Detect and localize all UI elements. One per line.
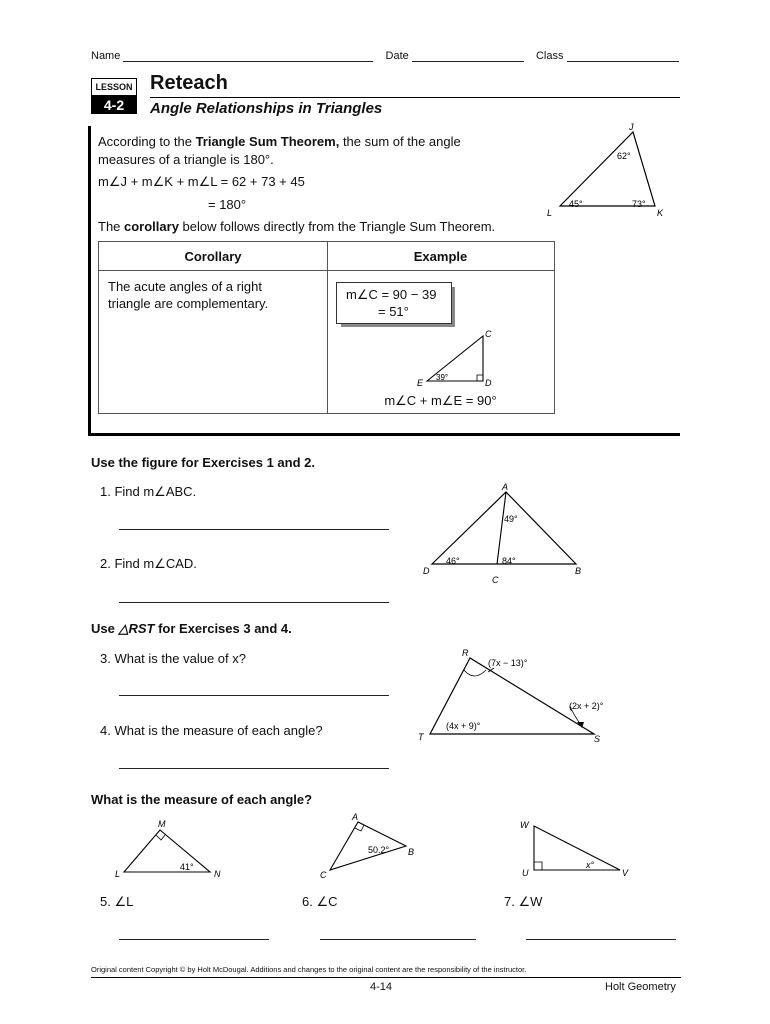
angle-k-label: 73°	[632, 199, 646, 209]
date-label: Date	[385, 50, 409, 62]
angle-84-label: 84°	[502, 556, 516, 566]
header-fields	[91, 50, 679, 62]
vertex-k: K	[657, 208, 664, 218]
section-3-heading: What is the measure of each angle?	[91, 792, 313, 807]
triangle-abc-figure	[316, 808, 426, 884]
callout-line-2: = 51°	[378, 304, 409, 319]
vertex-l: L	[115, 869, 121, 879]
vertex-m: M	[158, 819, 166, 829]
name-field[interactable]	[123, 50, 373, 62]
question-7: 7. ∠W	[504, 894, 543, 909]
sum-equation: m∠C + m∠E = 90°	[384, 393, 497, 408]
vertex-b: B	[575, 566, 582, 576]
intro-line-2: measures of a triangle is 180°.	[98, 152, 274, 167]
triangle-lmn	[124, 830, 210, 872]
angle-46-label: 46°	[446, 556, 460, 566]
triangle-abd-figure	[418, 478, 598, 588]
corollary-table	[98, 241, 555, 414]
vertex-c: C	[492, 575, 499, 585]
table-header-example: Example	[413, 249, 468, 264]
answer-line-3[interactable]	[119, 694, 389, 696]
callout-line-1: m∠C = 90 − 39	[346, 287, 437, 302]
angle-e-label: 39°	[436, 373, 449, 382]
vertex-s: S	[594, 734, 601, 744]
intro-equation-2: = 180°	[208, 197, 247, 212]
vertex-b: B	[408, 847, 415, 857]
copyright-notice: Original content Copyright © by Holt McDougal. Additions and changes to the original content are the responsibility of the instructor.	[91, 965, 527, 974]
right-angle-mark	[534, 862, 542, 870]
table-header-corollary: Corollary	[184, 249, 242, 264]
section-1-heading: Use the figure for Exercises 1 and 2.	[91, 455, 315, 470]
triangle-abd	[432, 492, 576, 564]
triangle-jkl-figure	[540, 118, 680, 224]
class-label: Class	[535, 50, 564, 62]
question-6: 6. ∠C	[302, 894, 338, 909]
vertex-t: T	[418, 732, 424, 742]
question-4: 4. What is the measure of each angle?	[100, 723, 323, 738]
angle-t-expr: (4x + 9)°	[446, 721, 481, 731]
footer-divider	[91, 977, 681, 978]
right-angle-mark	[477, 375, 483, 381]
book-title: Holt Geometry	[605, 981, 676, 993]
vertex-j: J	[629, 122, 634, 132]
class-field[interactable]	[567, 50, 679, 62]
lesson-badge	[91, 78, 137, 114]
right-angle-mark	[156, 835, 165, 840]
lesson-number: 4-2	[91, 96, 137, 114]
question-1: 1. Find m∠ABC.	[100, 484, 197, 499]
question-3: 3. What is the value of x?	[100, 651, 246, 666]
page-subtitle: Angle Relationships in Triangles	[150, 100, 383, 117]
answer-line-1[interactable]	[119, 528, 389, 530]
corollary-sentence: The corollary below follows directly from the Triangle Sum Theorem.	[98, 219, 496, 234]
intro-line-1: According to the Triangle Sum Theorem, the sum of the angle	[98, 134, 461, 149]
name-label: Name	[91, 50, 121, 62]
vertex-d: D	[423, 566, 430, 576]
vertex-u: U	[522, 868, 529, 878]
angle-s-expr: (2x + 2)°	[569, 701, 604, 711]
intro-equation-1: m∠J + m∠K + m∠L = 62 + 73 + 45	[98, 174, 305, 189]
angle-r-expr: (7x − 13)°	[488, 658, 528, 668]
vertex-v: V	[622, 868, 629, 878]
vertex-c: C	[485, 329, 492, 339]
angle-r-arc	[464, 670, 486, 676]
vertex-a: A	[502, 482, 509, 492]
angle-b-label: 50.2°	[368, 845, 390, 855]
vertex-l: L	[547, 208, 553, 218]
vertex-n: N	[214, 869, 221, 879]
corollary-text-line-1: The acute angles of a right	[108, 279, 262, 294]
answer-line-4[interactable]	[119, 767, 389, 769]
table-col-divider	[327, 242, 328, 413]
question-5: 5. ∠L	[100, 894, 134, 909]
angle-49-label: 49°	[504, 514, 518, 524]
page-title: Reteach	[150, 72, 228, 94]
callout-box	[336, 282, 452, 324]
segment-ac	[497, 492, 506, 564]
vertex-e: E	[417, 378, 424, 388]
date-field[interactable]	[412, 50, 524, 62]
vertex-r: R	[462, 648, 469, 658]
angle-v-label: x°	[586, 860, 595, 870]
triangle-ced-figure	[409, 326, 499, 388]
vertex-w: W	[520, 820, 529, 830]
vertex-a: A	[352, 812, 359, 822]
angle-l-label: 45°	[569, 199, 583, 209]
angle-j-label: 62°	[617, 151, 631, 161]
answer-line-6[interactable]	[320, 938, 476, 940]
triangle-uvw-figure	[516, 814, 636, 884]
frame-left-bar	[88, 126, 91, 436]
triangle-rst-figure	[414, 642, 614, 748]
section-2-heading: Use △RST for Exercises 3 and 4.	[91, 621, 292, 636]
title-divider	[150, 97, 680, 98]
vertex-c: C	[320, 870, 327, 880]
question-2: 2. Find m∠CAD.	[100, 556, 197, 571]
lesson-label: LESSON	[91, 78, 137, 96]
frame-bottom-bar	[88, 433, 680, 436]
corollary-text-line-2: triangle are complementary.	[108, 296, 269, 311]
triangle-lmn-figure	[112, 814, 232, 884]
answer-line-2[interactable]	[119, 601, 389, 603]
page-number: 4-14	[370, 981, 393, 993]
answer-line-7[interactable]	[526, 938, 676, 940]
answer-line-5[interactable]	[119, 938, 269, 940]
triangle-uvw	[534, 826, 620, 870]
vertex-d: D	[485, 378, 492, 388]
triangle-jkl	[560, 132, 655, 206]
angle-n-label: 41°	[180, 862, 194, 872]
